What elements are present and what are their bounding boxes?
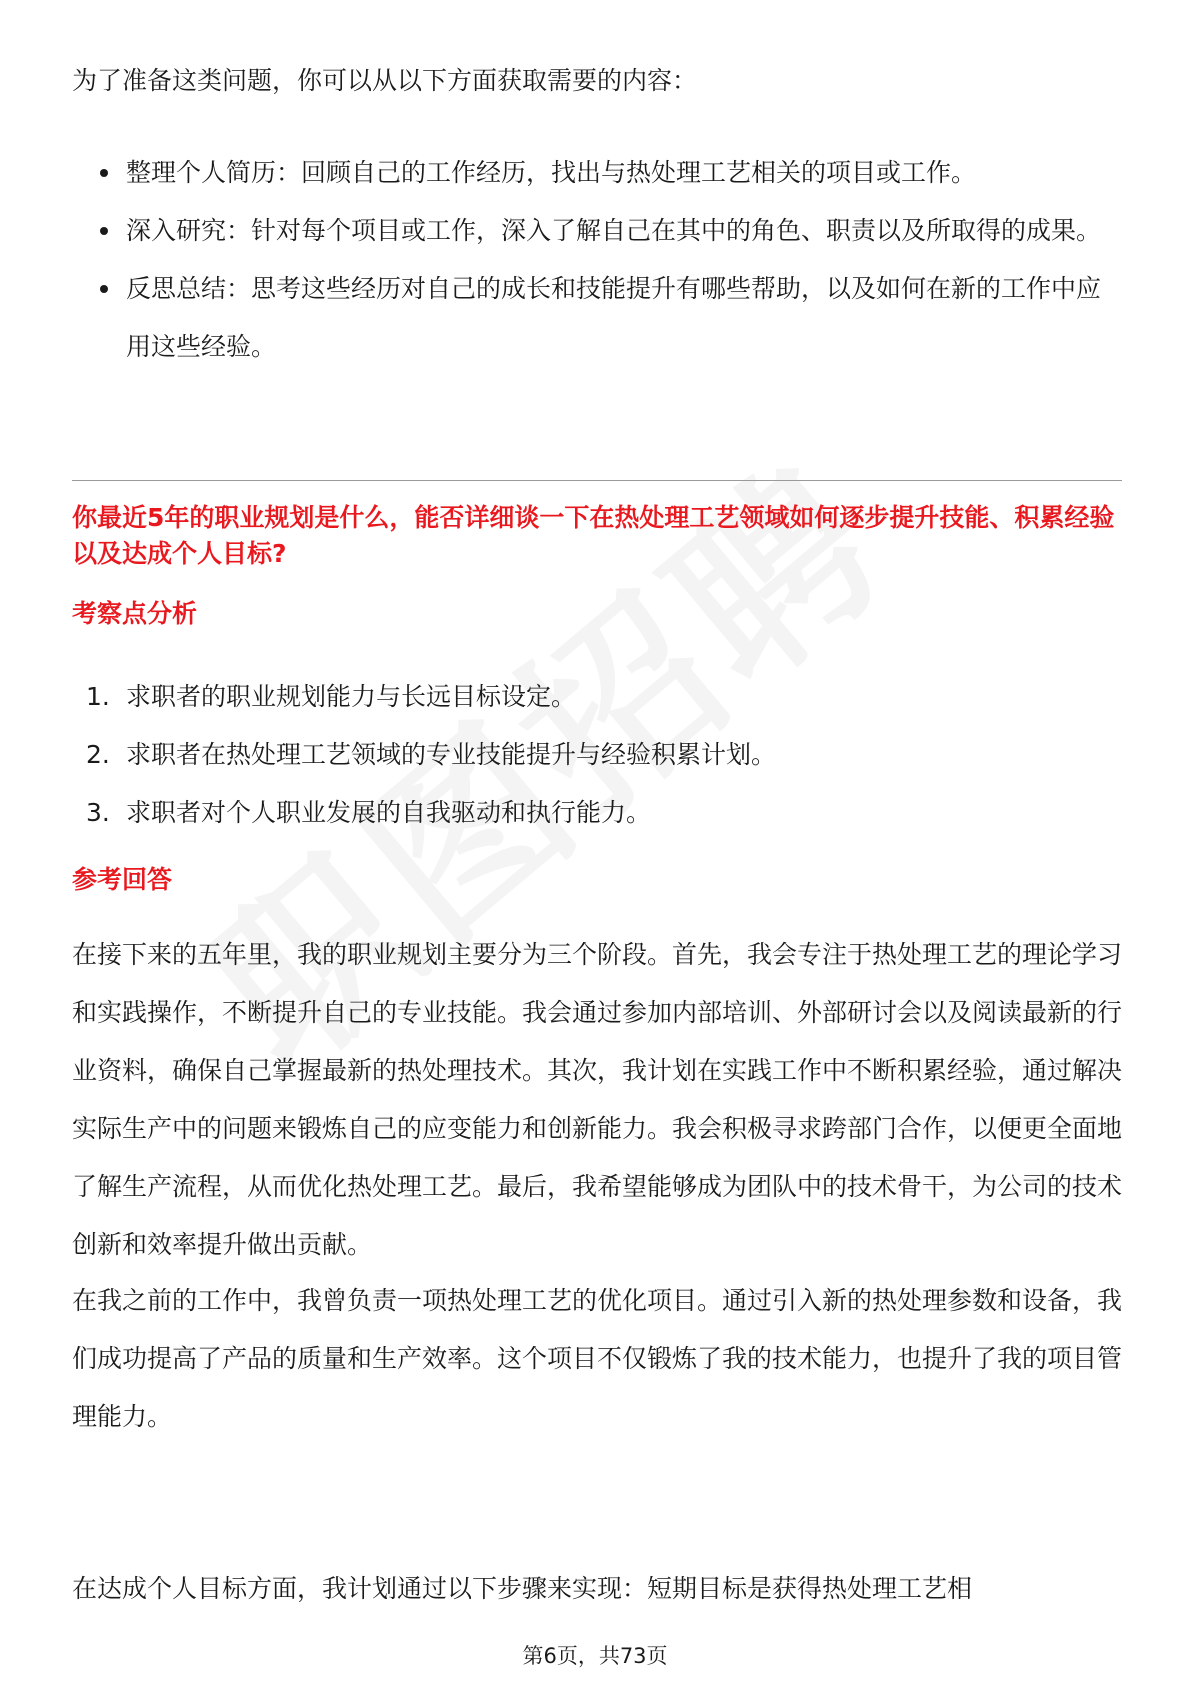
list-item xyxy=(72,726,1122,784)
bullet-icon xyxy=(100,285,108,293)
list-item-text: 求职者在热处理工艺领域的专业技能提升与经验积累计划。 xyxy=(126,740,777,769)
analysis-heading: 考察点分析 xyxy=(72,599,198,628)
list-item-text: 求职者对个人职业发展的自我驱动和执行能力。 xyxy=(126,798,652,827)
answer-paragraph: 在达成个人目标方面，我计划通过以下步骤来实现：短期目标是获得热处理工艺相 xyxy=(72,1574,973,1603)
list-item-text: 求职者的职业规划能力与长远目标设定。 xyxy=(126,682,577,711)
preparation-bullet-list xyxy=(72,144,1122,376)
section-divider xyxy=(72,480,1122,481)
bullet-icon xyxy=(100,227,108,235)
list-item xyxy=(72,668,1122,726)
answer-paragraph: 在接下来的五年里，我的职业规划主要分为三个阶段。首先，我会专注于热处理工艺的理论学习和实践操作，不断提升自己的专业技能。我会通过参加内部培训、外部研讨会以及阅读最新的行业资料，确保自己掌握最新的热处理技术。其次，我计划在实践工作中不断积累经验，通过解决实际生产中的问题来锻炼自己的应变能力和创新能力。我会积极寻求跨部门合作，以便更全面地了解生产流程，从而优化热处理工艺。最后，我希望能够成为团队中的技术骨干，为公司的技术创新和效率提升做出贡献。 xyxy=(72,940,1123,1259)
list-item-number: 3. xyxy=(86,798,110,827)
list-item xyxy=(72,260,1122,376)
analysis-point-list xyxy=(72,668,1122,842)
list-item xyxy=(72,202,1122,260)
list-item-text: 深入研究：针对每个项目或工作，深入了解自己在其中的角色、职责以及所取得的成果。 xyxy=(126,216,1102,245)
list-item-number: 2. xyxy=(86,740,110,769)
list-item-number: 1. xyxy=(86,682,110,711)
list-item-text: 反思总结：思考这些经历对自己的成长和技能提升有哪些帮助，以及如何在新的工作中应用这些经验。 xyxy=(126,274,1102,361)
answer-paragraph: 在我之前的工作中，我曾负责一项热处理工艺的优化项目。通过引入新的热处理参数和设备，我们成功提高了产品的质量和生产效率。这个项目不仅锻炼了我的技术能力，也提升了我的项目管理能力。 xyxy=(72,1286,1123,1431)
page-number-footer: 第6页，共73页 xyxy=(522,1644,668,1668)
bullet-icon xyxy=(100,169,108,177)
answer-heading: 参考回答 xyxy=(72,865,173,894)
intro-text: 为了准备这类问题，你可以从以下方面获取需要的内容： xyxy=(72,66,698,95)
list-item xyxy=(72,784,1122,842)
list-item xyxy=(72,144,1122,202)
question-heading: 你最近5年的职业规划是什么，能否详细谈一下在热处理工艺领域如何逐步提升技能、积累经验以及达成个人目标? xyxy=(72,503,1115,568)
list-item-text: 整理个人简历：回顾自己的工作经历，找出与热处理工艺相关的项目或工作。 xyxy=(126,158,977,187)
